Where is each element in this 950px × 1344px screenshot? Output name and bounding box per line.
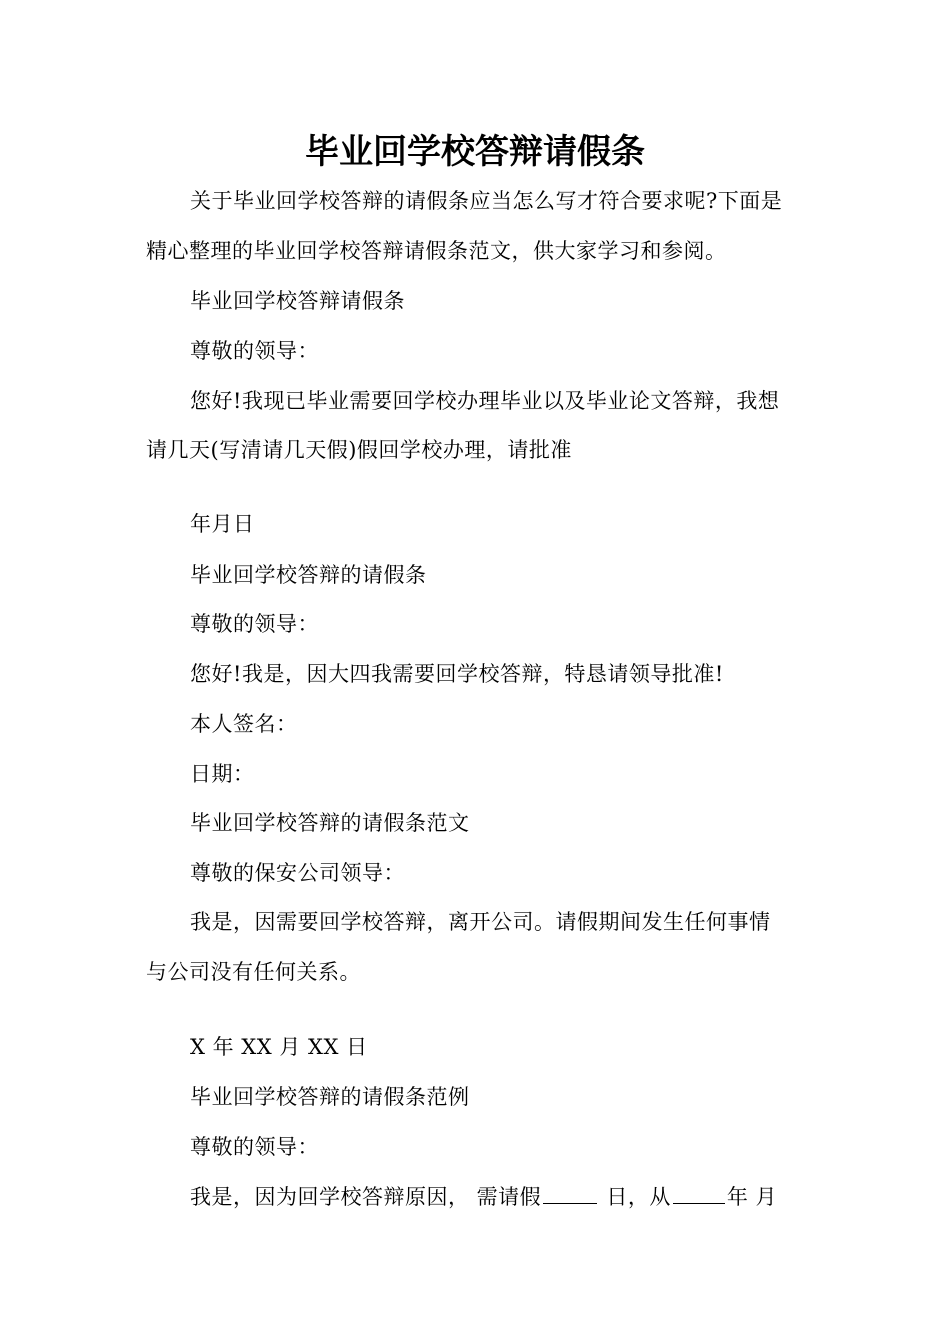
sample1-body-line2: 请几天(写清请几天假)假回学校办理，请批准 <box>146 438 572 462</box>
sample2-salutation: 尊敬的领导： <box>190 612 319 636</box>
sample3-date: X 年 XX 月 XX 日 <box>190 1035 368 1059</box>
sample2-heading: 毕业回学校答辩的请假条 <box>190 563 427 587</box>
sample1-salutation: 尊敬的领导： <box>190 339 319 363</box>
sample3-salutation: 尊敬的保安公司领导： <box>190 861 405 885</box>
days-blank-line <box>543 1183 597 1204</box>
intro-paragraph-line1: 关于毕业回学校答辩的请假条应当怎么写才符合要求呢?下面是 <box>190 189 783 213</box>
sample2-body: 您好!我是，因大四我需要回学校答辩，特恳请领导批准! <box>190 662 724 686</box>
sample4-body-part1: 我是，因为回学校答辩原因， 需请假 <box>190 1185 542 1209</box>
sample2-date: 日期： <box>190 762 255 786</box>
year-blank-line <box>673 1183 725 1204</box>
sample1-heading: 毕业回学校答辩请假条 <box>190 289 405 313</box>
sample1-date: 年月日 <box>190 512 255 536</box>
sample1-body-line1: 您好!我现已毕业需要回学校办理毕业以及毕业论文答辩，我想 <box>190 389 780 413</box>
sample4-heading: 毕业回学校答辩的请假条范例 <box>190 1085 470 1109</box>
sample4-body-part2: 日，从 <box>606 1185 671 1209</box>
sample4-body-part3: 年 月 <box>726 1185 778 1209</box>
page-title: 毕业回学校答辩请假条 <box>305 132 645 172</box>
sample3-heading: 毕业回学校答辩的请假条范文 <box>190 811 470 835</box>
sample4-salutation: 尊敬的领导： <box>190 1135 319 1159</box>
sample4-body-line1 <box>190 1182 777 1212</box>
sample3-body-line2: 与公司没有任何关系。 <box>146 960 361 984</box>
sample3-body-line1: 我是，因需要回学校答辩，离开公司。请假期间发生任何事情 <box>190 910 771 934</box>
intro-paragraph-line2: 精心整理的毕业回学校答辩请假条范文，供大家学习和参阅。 <box>146 239 727 263</box>
sample2-signature: 本人签名： <box>190 712 298 736</box>
